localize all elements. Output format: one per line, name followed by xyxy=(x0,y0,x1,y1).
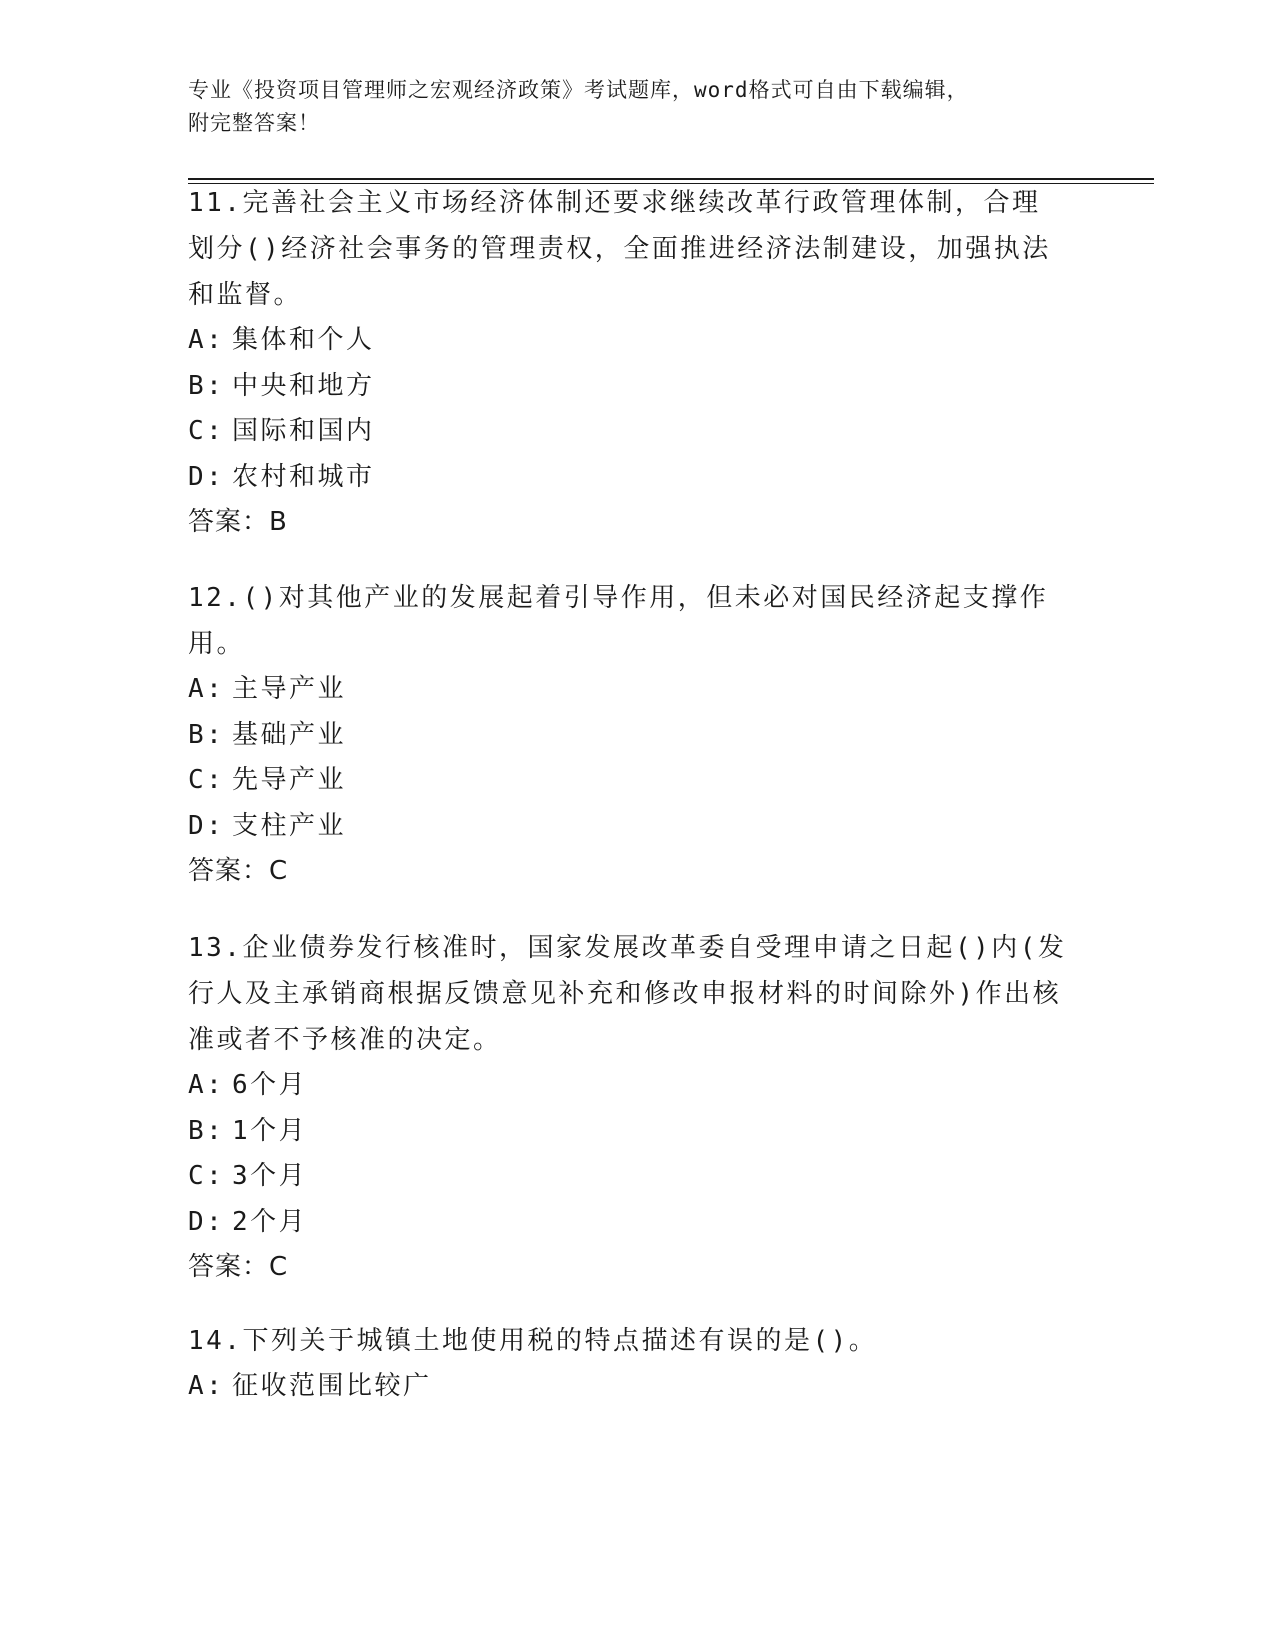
option-c xyxy=(188,409,1068,455)
option-text: 2个月 xyxy=(232,1206,308,1237)
option-letter: A: xyxy=(188,674,225,704)
option-b xyxy=(188,1109,1068,1155)
option-b xyxy=(188,713,1068,759)
option-text: 农村和城市 xyxy=(232,461,375,492)
document-header xyxy=(188,74,1068,140)
option-a xyxy=(188,1364,1068,1410)
option-letter: A: xyxy=(188,325,225,355)
option-b xyxy=(188,364,1068,410)
answer: 答案：C xyxy=(188,856,289,886)
option-text: 支柱产业 xyxy=(232,810,347,841)
option-letter: D: xyxy=(188,810,225,841)
option-text: 先导产业 xyxy=(232,765,347,795)
option-d xyxy=(188,804,1068,850)
option-text: 6个月 xyxy=(232,1070,308,1100)
question-text: 13.企业债券发行核准时，国家发展改革委自受理申请之日起()内(发行人及主承销商根据反馈意见补充和修改申报材料的时间除外)作出核准或者不予核准的决定。 xyxy=(188,933,1067,1055)
question-14 xyxy=(188,1318,1068,1410)
header-line-2: 附完整答案！ xyxy=(188,111,320,135)
question-11 xyxy=(188,180,1068,545)
option-a xyxy=(188,318,1068,364)
answer: 答案：C xyxy=(188,1252,289,1282)
option-text: 中央和地方 xyxy=(232,370,375,401)
option-text: 集体和个人 xyxy=(232,325,375,355)
option-letter: C: xyxy=(188,416,225,446)
option-letter: B: xyxy=(188,370,225,401)
question-12 xyxy=(188,575,1068,894)
option-d xyxy=(188,455,1068,501)
option-letter: B: xyxy=(188,719,225,750)
option-letter: C: xyxy=(188,1161,225,1191)
option-letter: C: xyxy=(188,765,225,795)
question-text: 11.完善社会主义市场经济体制还要求继续改革行政管理体制，合理划分()经济社会事务的管理责权，全面推进经济法制建设，加强执法和监督。 xyxy=(188,188,1051,310)
option-a xyxy=(188,667,1068,713)
option-text: 3个月 xyxy=(232,1161,308,1191)
option-letter: D: xyxy=(188,461,225,492)
option-text: 国际和国内 xyxy=(232,416,375,446)
question-text: 14.下列关于城镇土地使用税的特点描述有误的是()。 xyxy=(188,1326,878,1356)
option-text: 基础产业 xyxy=(232,719,347,750)
option-c xyxy=(188,758,1068,804)
option-letter: D: xyxy=(188,1206,225,1237)
option-text: 征收范围比较广 xyxy=(232,1371,432,1401)
option-text: 1个月 xyxy=(232,1115,308,1146)
question-13 xyxy=(188,925,1068,1290)
header-line-1: 专业《投资项目管理师之宏观经济政策》考试题库，word格式可自由下载编辑， xyxy=(188,78,969,102)
option-c xyxy=(188,1154,1068,1200)
question-text: 12.()对其他产业的发展起着引导作用，但未必对国民经济起支撑作用。 xyxy=(188,583,1049,659)
option-a xyxy=(188,1063,1068,1109)
option-letter: B: xyxy=(188,1115,225,1146)
option-letter: A: xyxy=(188,1070,225,1100)
option-d xyxy=(188,1200,1068,1246)
option-text: 主导产业 xyxy=(232,674,347,704)
option-letter: A: xyxy=(188,1371,225,1401)
answer: 答案：B xyxy=(188,507,288,537)
